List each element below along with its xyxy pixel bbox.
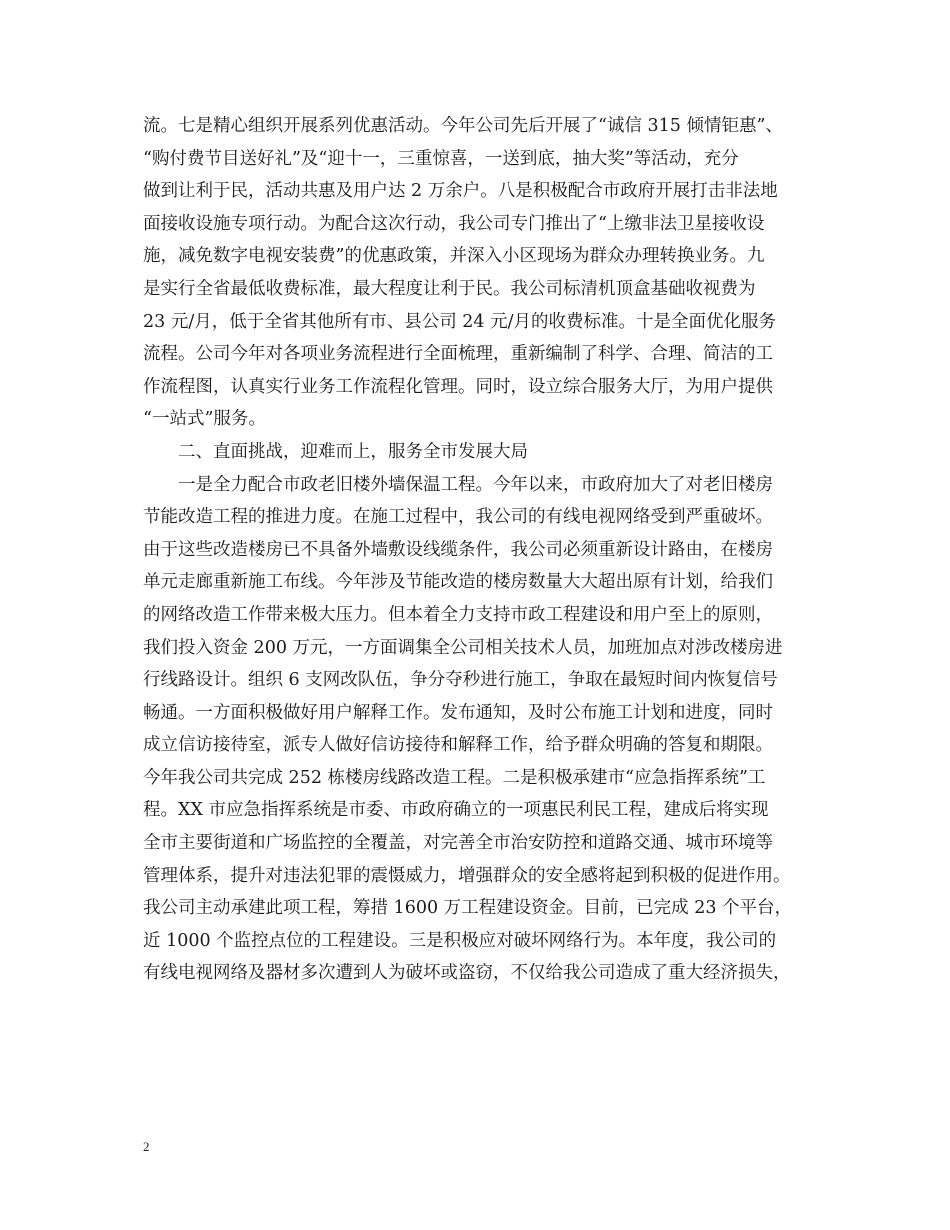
section-heading: 二、直面挑战，迎难而上，服务全市发展大局 bbox=[178, 441, 528, 462]
text-line: 23 元/月，低于全省其他所有市、县公司 24 元/月的收费标准。十是全面优化服务 bbox=[143, 311, 777, 332]
text-line: 一是全力配合市政老旧楼外墙保温工程。今年以来，市政府加大了对老旧楼房 bbox=[178, 474, 773, 495]
document-body bbox=[143, 110, 823, 990]
text-line: 节能改造工程的推进力度。在施工过程中，我公司的有线电视网络受到严重破坏。 bbox=[143, 507, 773, 528]
text-line: 的网络改造工作带来极大压力。但本着全力支持市政工程建设和用户至上的原则， bbox=[143, 604, 773, 625]
text-line: 流。七是精心组织开展系列优惠活动。今年公司先后开展了“诚信 315 倾情钜惠”、 bbox=[143, 116, 783, 136]
text-line: 由于这些改造楼房已不具备外墙敷设线缆条件，我公司必须重新设计路由，在楼房 bbox=[143, 539, 773, 560]
page-number: 2 bbox=[143, 1139, 150, 1154]
text-line: 全市主要街道和广场监控的全覆盖，对完善全市治安防控和道路交通、城市环境等 bbox=[143, 833, 773, 854]
text-line: 做到让利于民，活动共惠及用户达 2 万余户。八是积极配合市政府开展打击非法地 bbox=[143, 181, 778, 202]
text-line: 成立信访接待室，派专人做好信访接待和解释工作，给予群众明确的答复和期限。 bbox=[143, 735, 773, 756]
text-line: 是实行全省最低收费标准，最大程度让利于民。我公司标清机顶盒基础收视费为 bbox=[143, 278, 756, 299]
text-line: 行线路设计。组织 6 支网改队伍，争分夺秒进行施工，争取在最短时间内恢复信号 bbox=[143, 670, 778, 691]
text-line: 程。XX 市应急指挥系统是市委、市政府确立的一项惠民利民工程，建成后将实现 bbox=[143, 800, 769, 821]
text-line: “一站式”服务。 bbox=[143, 409, 266, 430]
text-line: 今年我公司共完成 252 栋楼房线路改造工程。二是积极承建市“应急指挥系统”工 bbox=[143, 767, 766, 788]
text-line: 流程。公司今年对各项业务流程进行全面梳理，重新编制了科学、合理、简洁的工 bbox=[143, 344, 773, 365]
text-line: 单元走廊重新施工布线。今年涉及节能改造的楼房数量大大超出原有计划，给我们 bbox=[143, 572, 773, 593]
text-line: 施，减免数字电视安装费”的优惠政策，并深入小区现场为群众办理转换业务。九 bbox=[143, 246, 765, 267]
text-line: 管理体系，提升对违法犯罪的震慑威力，增强群众的安全感将起到积极的促进作用。 bbox=[143, 865, 791, 886]
text-line: 我们投入资金 200 万元，一方面调集全公司相关技术人员，加班加点对涉改楼房进 bbox=[143, 637, 783, 658]
text-line: 近 1000 个监控点位的工程建设。三是积极应对破坏网络行为。本年度，我公司的 bbox=[143, 930, 777, 951]
text-line: 畅通。一方面积极做好用户解释工作。发布通知，及时公布施工计划和进度，同时 bbox=[143, 702, 773, 723]
text-line: 我公司主动承建此项工程，筹措 1600 万工程建设资金。目前，已完成 23 个平台， bbox=[143, 898, 793, 919]
text-line: 面接收设施专项行动。为配合这次行动，我公司专门推出了“上缴非法卫星接收设 bbox=[143, 213, 765, 234]
text-line: “购付费节目送好礼”及“迎十一，三重惊喜，一送到底，抽大奖”等活动，充分 bbox=[143, 148, 739, 169]
text-line: 作流程图，认真实行业务工作流程化管理。同时，设立综合服务大厅，为用户提供 bbox=[143, 376, 773, 397]
text-line: 有线电视网络及器材多次遭到人为破坏或盗窃，不仅给我公司造成了重大经济损失， bbox=[143, 963, 791, 984]
